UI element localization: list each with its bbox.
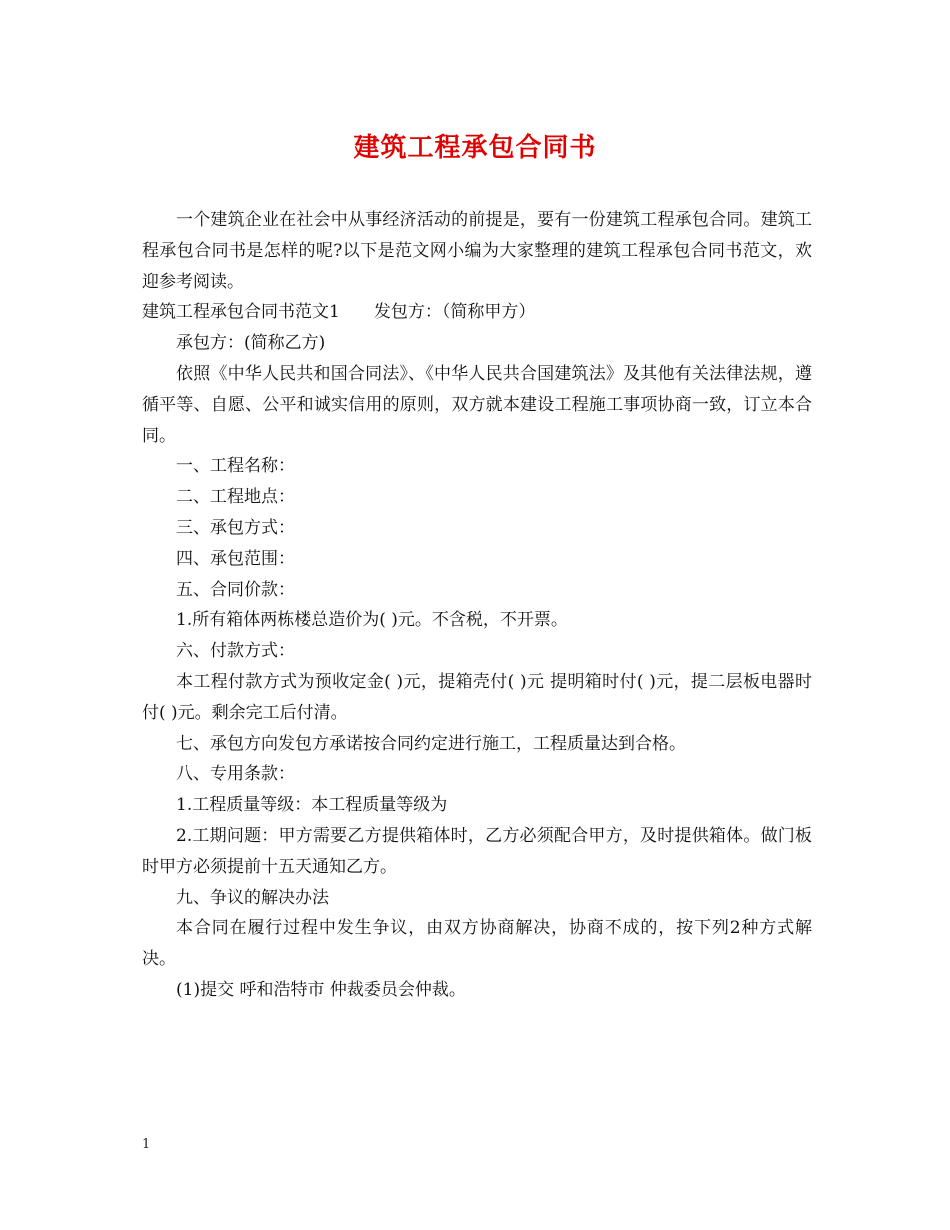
item-contract-method: 三、承包方式： [176,517,295,538]
item-total-price: 1.所有箱体两栋楼总造价为( )元。不含税，不开票。 [176,610,568,631]
payment-method-paragraph: 本工程付款方式为预收定金( )元，提箱壳付( )元 提明箱时付( )元，提二层板电器时付( )元。剩余完工后付清。 [142,671,812,723]
party-a-line: 发包方：（简称甲方） [373,302,536,323]
item-schedule-issue: 2.工期问题：甲方需要乙方提供箱体时，乙方必须配合甲方，及时提供箱体。做门板时甲方必须提前十五天通知乙方。 [142,825,812,877]
item-project-name: 一、工程名称： [176,456,295,477]
legal-basis-paragraph: 依照《中华人民共和国合同法》、《中华人民共合国建筑法》及其他有关法律法规，遵循平等、自愿、公平和诚实信用的原则，双方就本建设工程施工事项协商一致，订立本合同。 [142,363,812,446]
item-project-location: 二、工程地点： [176,487,295,508]
item-quality-grade: 1.工程质量等级：本工程质量等级为 [176,795,448,816]
arbitration-option: (1)提交 呼和浩特市 仲裁委员会仲裁。 [176,979,466,1000]
item-contract-price: 五、合同价款： [176,579,295,600]
item-contract-scope: 四、承包范围： [176,548,295,569]
dispute-resolution-paragraph: 本合同在履行过程中发生争议，由双方协商解决，协商不成的，按下列2种方式解决。 [142,918,812,970]
item-quality-commitment: 七、承包方向发包方承诺按合同约定进行施工，工程质量达到合格。 [176,733,686,754]
page-number: 1 [142,1137,151,1152]
item-payment-method: 六、付款方式： [176,641,295,662]
document-body [142,205,812,1006]
party-b-line: 承包方：(简称乙方) [176,333,326,354]
item-dispute-resolution: 九、争议的解决办法 [176,887,329,908]
intro-paragraph: 一个建筑企业在社会中从事经济活动的前提是，要有一份建筑工程承包合同。建筑工程承包合同书是怎样的呢?以下是范文网小编为大家整理的建筑工程承包合同书范文，欢迎参考阅读。 [142,210,812,292]
sample-heading: 建筑工程承包合同书范文1 [142,302,340,323]
document-title: 建筑工程承包合同书 [353,133,597,163]
sample-heading-line [142,297,812,328]
item-special-terms: 八、专用条款： [176,764,295,785]
